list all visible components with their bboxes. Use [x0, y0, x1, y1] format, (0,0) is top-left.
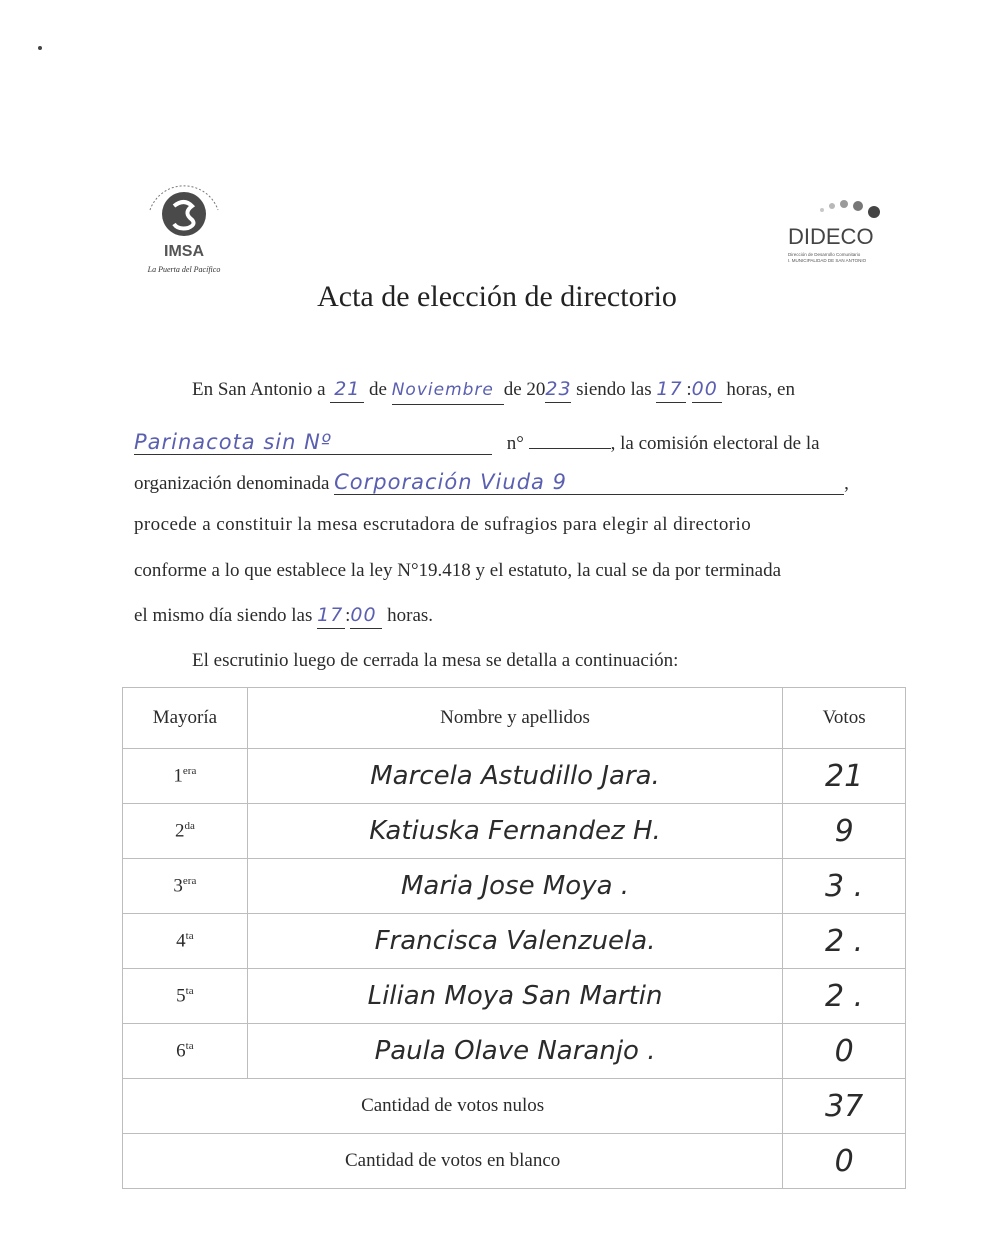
rank-cell	[123, 749, 248, 804]
rank-cell	[123, 1024, 248, 1079]
field-minute: 00	[692, 378, 722, 403]
null-votes-value: 37	[783, 1079, 906, 1134]
rank-suffix: era	[182, 874, 197, 887]
table-row	[123, 859, 906, 914]
text-organizacion: organización denominada	[134, 473, 330, 494]
header-mayoria: Mayoría	[123, 688, 248, 749]
votes-table	[122, 687, 906, 1189]
table-row	[123, 1024, 906, 1079]
imsa-logo-name: IMSA	[164, 243, 204, 260]
text-siendo-las: siendo las	[576, 379, 652, 400]
blank-votes-value: 0	[783, 1134, 906, 1189]
candidate-votes: 3 .	[783, 859, 906, 914]
paragraph-line-5: conforme a lo que establece la ley N°19.418 y el estatuto, la cual se da por terminada	[134, 560, 782, 581]
rank-number: 6	[176, 1040, 186, 1062]
table-row	[123, 804, 906, 859]
rank-number: 2	[174, 820, 185, 842]
table-header-row	[123, 688, 906, 749]
dideco-logo-sub1: Dirección de Desarrollo Comunitario	[788, 252, 861, 257]
rank-cell	[123, 914, 248, 969]
text-horas: horas.	[387, 605, 434, 626]
candidate-votes: 2 .	[783, 969, 906, 1024]
rank-number: 5	[176, 985, 186, 1007]
rank-number: 3	[173, 875, 183, 897]
paragraph-line-4: procede a constituir la mesa escrutadora de sufragios para elegir al directorio	[134, 514, 752, 535]
text-horas-en: horas, en	[726, 379, 795, 400]
blank-votes-label: Cantidad de votos en blanco	[123, 1134, 783, 1189]
candidate-votes: 21	[783, 749, 906, 804]
field-day: 21	[330, 378, 364, 403]
text-comma: ,	[844, 473, 849, 494]
candidate-name: Francisca Valenzuela.	[247, 914, 783, 969]
candidate-name: Maria Jose Moya .	[247, 859, 783, 914]
paragraph-line-2	[134, 424, 820, 455]
rank-suffix: ta	[185, 929, 194, 942]
imsa-logo-tagline: La Puerta del Pacífico	[147, 265, 221, 274]
null-votes-label: Cantidad de votos nulos	[123, 1079, 783, 1134]
field-number	[529, 424, 611, 449]
rank-suffix: ta	[185, 1039, 194, 1052]
candidate-votes: 0	[783, 1024, 906, 1079]
text-mismo-dia: el mismo día siendo las	[134, 605, 313, 626]
text-comision: , la comisión electoral de la	[610, 433, 820, 454]
rank-number: 4	[176, 930, 186, 952]
rank-suffix: da	[184, 819, 195, 832]
rank-cell	[123, 804, 248, 859]
candidate-name: Katiuska Fernandez H.	[247, 804, 783, 859]
rank-number: 1	[173, 765, 183, 787]
rank-suffix: ta	[185, 984, 194, 997]
paragraph-line-7: El escrutinio luego de cerrada la mesa se detalla a continuación:	[192, 650, 679, 671]
document-title: Acta de elección de directorio	[317, 280, 677, 313]
header-votos: Votos	[783, 688, 906, 749]
text-en-san-antonio: En San Antonio a	[192, 379, 326, 400]
rank-suffix: era	[182, 764, 197, 777]
field-year: 23	[545, 378, 571, 403]
imsa-logo	[136, 180, 232, 280]
field-street: Parinacota sin Nº	[134, 430, 492, 455]
candidate-name: Lilian Moya San Martin	[247, 969, 783, 1024]
text-de: de	[369, 379, 387, 400]
text-de-20: de 20	[503, 379, 546, 400]
paragraph-line-3	[134, 470, 849, 495]
field-end-minute: 00	[350, 604, 382, 629]
field-hour: 17	[656, 378, 686, 403]
candidate-name: Paula Olave Naranjo .	[247, 1024, 783, 1079]
table-row	[123, 749, 906, 804]
candidate-name: Marcela Astudillo Jara.	[247, 749, 783, 804]
candidate-votes: 2 .	[783, 914, 906, 969]
field-end-hour: 17	[317, 604, 345, 629]
null-votes-row	[123, 1079, 906, 1134]
field-month: Noviembre	[392, 380, 504, 405]
text-numero: n°	[506, 433, 524, 454]
scan-speck	[38, 46, 42, 50]
table-row	[123, 969, 906, 1024]
blank-votes-row	[123, 1134, 906, 1189]
paragraph-line-6: el mismo día siendo las 17:00 horas.	[134, 604, 433, 629]
dideco-logo-sub2: I. MUNICIPALIDAD DE SAN ANTONIO	[788, 258, 867, 263]
rank-cell	[123, 859, 248, 914]
table-row	[123, 914, 906, 969]
header-nombre: Nombre y apellidos	[247, 688, 783, 749]
dideco-logo-name: DIDECO	[788, 224, 874, 249]
field-organization: Corporación Viuda 9	[334, 470, 844, 495]
dideco-logo	[780, 190, 890, 270]
candidate-votes: 9	[783, 804, 906, 859]
paragraph-line-1: En San Antonio a 21 de Noviembre de 2023 siendo las 17 :00 horas, en	[192, 378, 795, 405]
rank-cell	[123, 969, 248, 1024]
